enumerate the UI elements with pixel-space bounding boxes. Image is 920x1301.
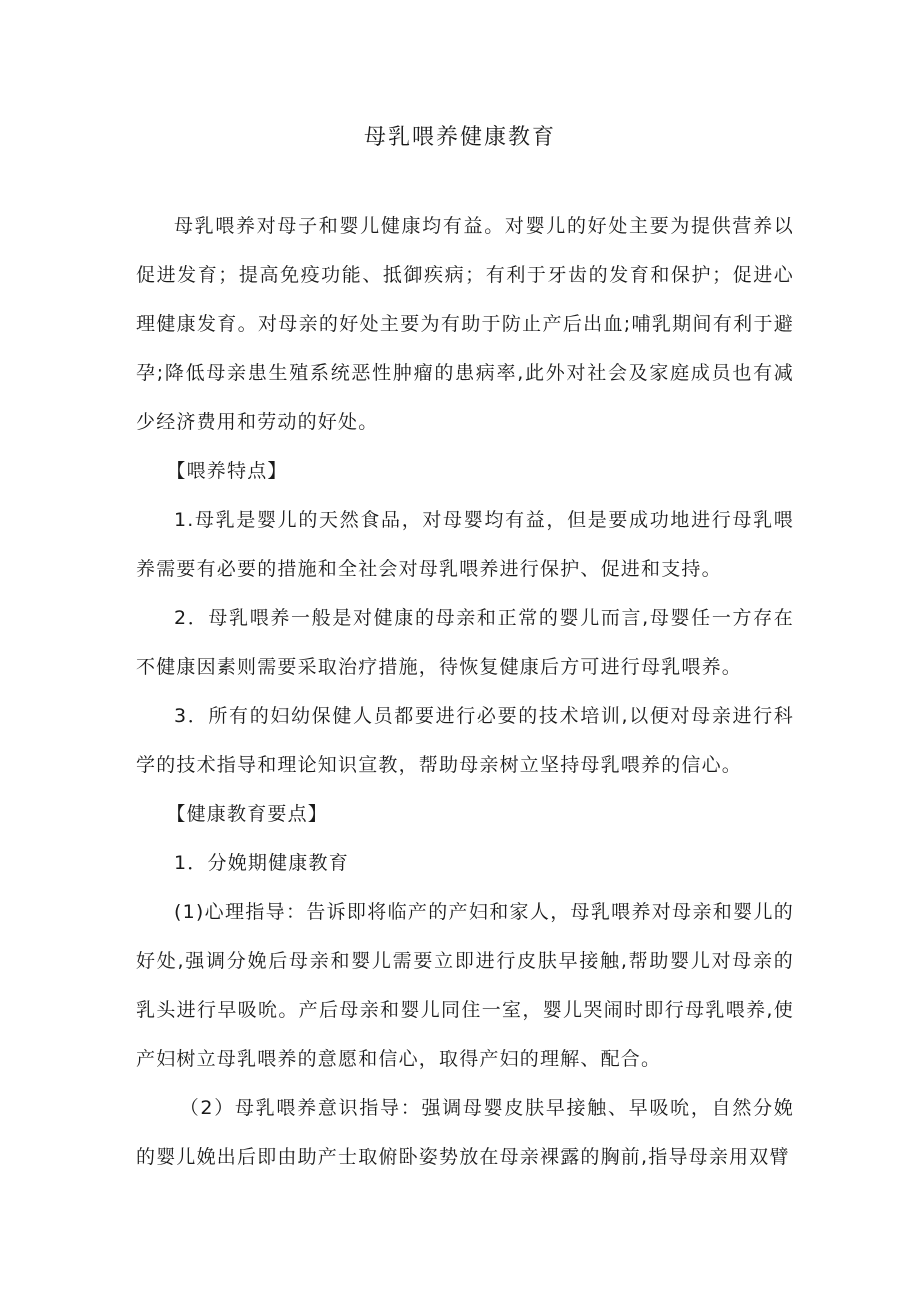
education-item-1: (1)心理指导：告诉即将临产的产妇和家人，母乳喂养对母亲和婴儿的好处,强调分娩后母亲和婴儿需要立即进行皮肤早接触,帮助婴儿对母亲的乳头进行早吸吮。产后母亲和婴儿同住一室，婴儿哭闹时即行母乳喂养,使产妇树立母乳喂养的意愿和信心，取得产妇的理解、配合。 (136, 901, 794, 1070)
feeding-feature-item-2: 2．母乳喂养一般是对健康的母亲和正常的婴儿而言,母婴任一方存在不健康因素则需要采取治疗措施，待恢复健康后方可进行母乳喂养。 (136, 607, 794, 678)
education-item-2: （2）母乳喂养意识指导：强调母婴皮肤早接触、早吸吮，自然分娩的婴儿娩出后即由助产士取俯卧姿势放在母亲裸露的胸前,指导母亲用双臂 (136, 1097, 794, 1168)
section-heading-education-points: 【健康教育要点】 (166, 803, 328, 825)
intro-paragraph: 母乳喂养对母子和婴儿健康均有益。对婴儿的好处主要为提供营养以促进发育；提高免疫功能、抵御疾病；有利于牙齿的发育和保护；促进心理健康发育。对母亲的好处主要为有助于防止产后出血;哺乳期间有利于避孕;降低母亲患生殖系统恶性肿瘤的患病率,此外对社会及家庭成员也有减少经济费用和劳动的好处。 (136, 215, 794, 433)
section-heading-feeding-features: 【喂养特点】 (166, 460, 288, 482)
subheading-delivery-education: 1．分娩期健康教育 (174, 852, 349, 874)
document-body (136, 202, 794, 1182)
feeding-feature-item-3: 3．所有的妇幼保健人员都要进行必要的技术培训,以便对母亲进行科学的技术指导和理论知识宣教，帮助母亲树立坚持母乳喂养的信心。 (136, 705, 794, 776)
feeding-feature-item-1: 1.母乳是婴儿的天然食品，对母婴均有益，但是要成功地进行母乳喂养需要有必要的措施和全社会对母乳喂养进行保护、促进和支持。 (136, 509, 794, 580)
document-title: 母乳喂养健康教育 (363, 125, 556, 150)
